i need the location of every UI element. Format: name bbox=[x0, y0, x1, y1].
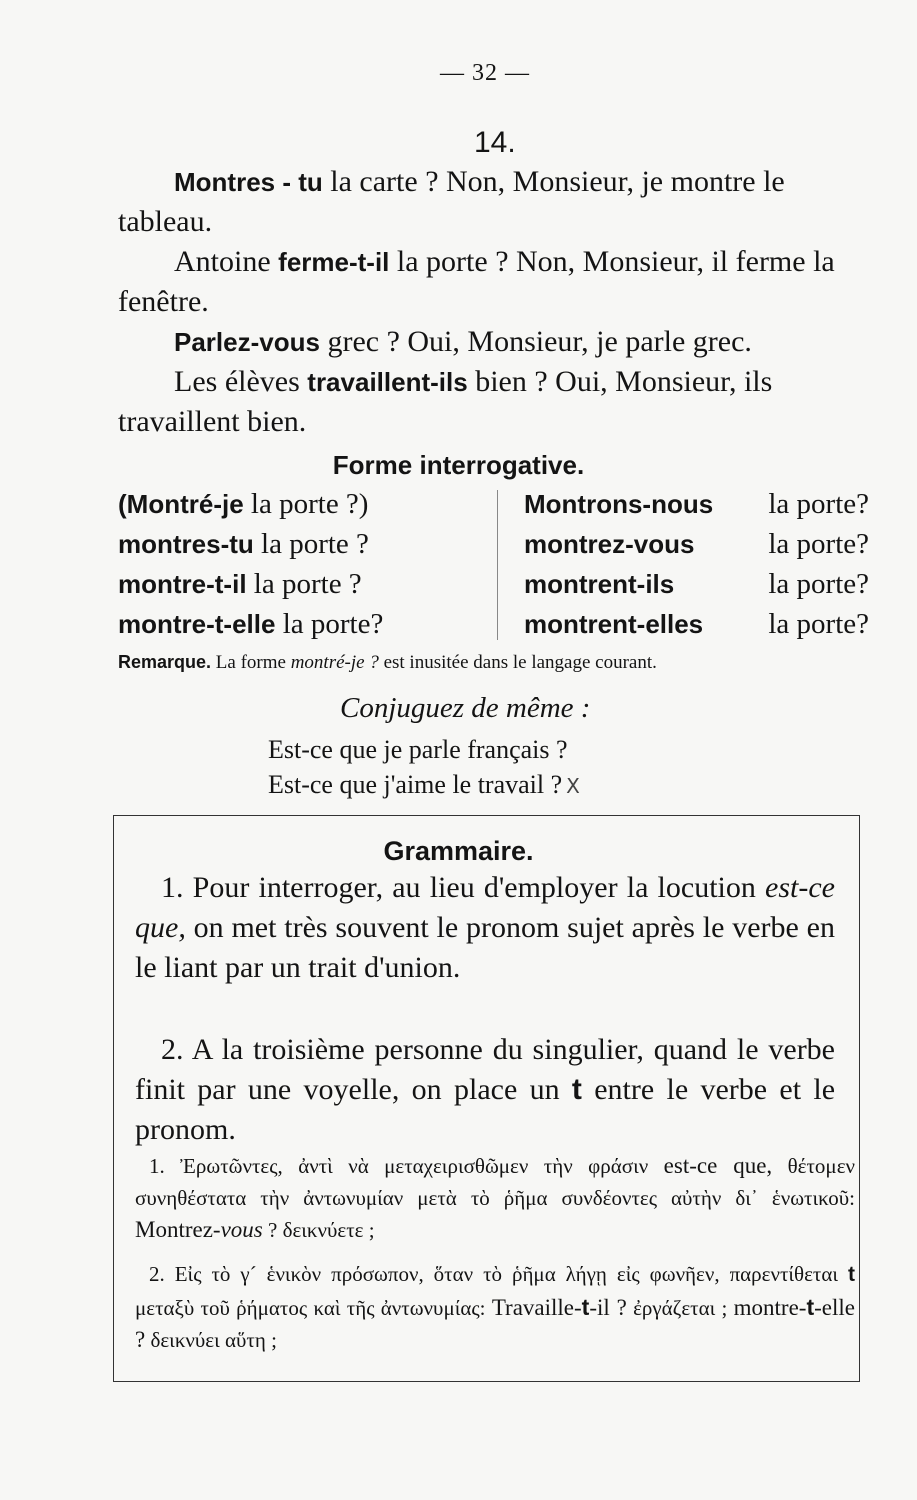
dialogue-line-4 bbox=[118, 362, 868, 442]
conjugation-left-row: montre-t-elle la porte? bbox=[118, 608, 384, 640]
conjugation-right-row: Montrons-nous la porte? bbox=[524, 488, 869, 520]
conjugation-right-column bbox=[524, 484, 869, 644]
dialogue-2-text: la porte ? Non, Monsieur, il ferme la fenêtre. bbox=[118, 245, 835, 318]
conjuguez-line-1: Est-ce que je parle français ? bbox=[268, 735, 568, 764]
grammaire-rule-2: 2. A la troisième personne du singulier, quand le verbe finit par une voyelle, on place un t entre le verbe et le pronom. bbox=[135, 1033, 836, 1146]
dialogue-4-bold: travaillent-ils bbox=[307, 367, 468, 397]
dialogue-4-text: bien ? Oui, Monsieur, ils travaillent bien. bbox=[118, 365, 773, 438]
dialogue-3-text: grec ? Oui, Monsieur, je parle grec. bbox=[319, 325, 752, 358]
grammaire-title: Grammaire. bbox=[383, 836, 534, 866]
dialogue-1-text: la carte ? Non, Monsieur, je montre le tableau. bbox=[118, 165, 785, 238]
conjugation-right-row: montrent-ils la porte? bbox=[524, 568, 869, 600]
dialogue-2-bold: ferme-t-il bbox=[278, 247, 390, 277]
greek-translation-1: 1. Ἐρωτῶντες, ἀντὶ νὰ μεταχειρισθῶμεν τὴν φράσιν est-ce que, θέτομεν συνηθέστατα τὴν ἀντωνυμίαν μετὰ τὸ ῥῆμα συνδέοντες αὐτὴν δι᾽ ἑνωτικοῦ: Montrez-vous ? δεικνύετε ; bbox=[135, 1153, 856, 1242]
dialogue-line-3 bbox=[118, 322, 868, 362]
dialogue-line-2 bbox=[118, 242, 868, 322]
dialogue-2-pre: Antoine bbox=[174, 245, 279, 278]
remarque: Remarque. La forme montré-je ? est inusitée dans le langage courant. bbox=[118, 652, 657, 673]
conjugation-left-column bbox=[118, 484, 383, 644]
conjugation-right-row: montrez-vous la porte? bbox=[524, 528, 869, 560]
conjuguez-title: Conjuguez de même : bbox=[340, 692, 591, 724]
remarque-label: Remarque. bbox=[118, 652, 212, 672]
grammaire-rule-1: 1. Pour interroger, au lieu d'employer la locution est-ce que, on met très souvent le pronom sujet après le verbe en le liant par un trait d'union. bbox=[135, 871, 835, 984]
dialogue-3-bold: Parlez-vous bbox=[174, 327, 320, 357]
conjuguez-line-2: Est-ce que j'aime le travail ? X bbox=[268, 770, 580, 799]
dialogue-1-bold: Montres - tu bbox=[174, 167, 323, 197]
dialogue-4-pre: Les élèves bbox=[174, 365, 308, 398]
conjugation-right-row: montrent-elles la porte? bbox=[524, 608, 869, 640]
remarque-italic: montré-je ? bbox=[290, 652, 379, 673]
dialogue-line-1 bbox=[118, 162, 868, 242]
handwritten-mark: X bbox=[566, 774, 580, 798]
conjugation-left-row: montres-tu la porte ? bbox=[118, 528, 369, 560]
conjugation-left-row: montre-t-il la porte ? bbox=[118, 568, 362, 600]
table-divider bbox=[497, 490, 498, 640]
page-number: — 32 — bbox=[440, 60, 530, 86]
conjugation-left-row: (Montré-je la porte ?) bbox=[118, 488, 369, 520]
greek-translation-2: 2. Εἰς τὸ γ´ ἑνικὸν πρόσωπον, ὅταν τὸ ῥῆμα λήγῃ εἰς φωνῆεν, παρεντίθεται t μεταξὺ τοῦ ῥήματος καὶ τῆς ἀντωνυμίας: Travaille-t-il ? ἐργάζεται ; montre-t-elle ? δεικνύει αὕτη ; bbox=[135, 1262, 855, 1352]
forme-title: Forme interrogative. bbox=[332, 450, 585, 480]
lesson-number: 14. bbox=[474, 126, 516, 159]
